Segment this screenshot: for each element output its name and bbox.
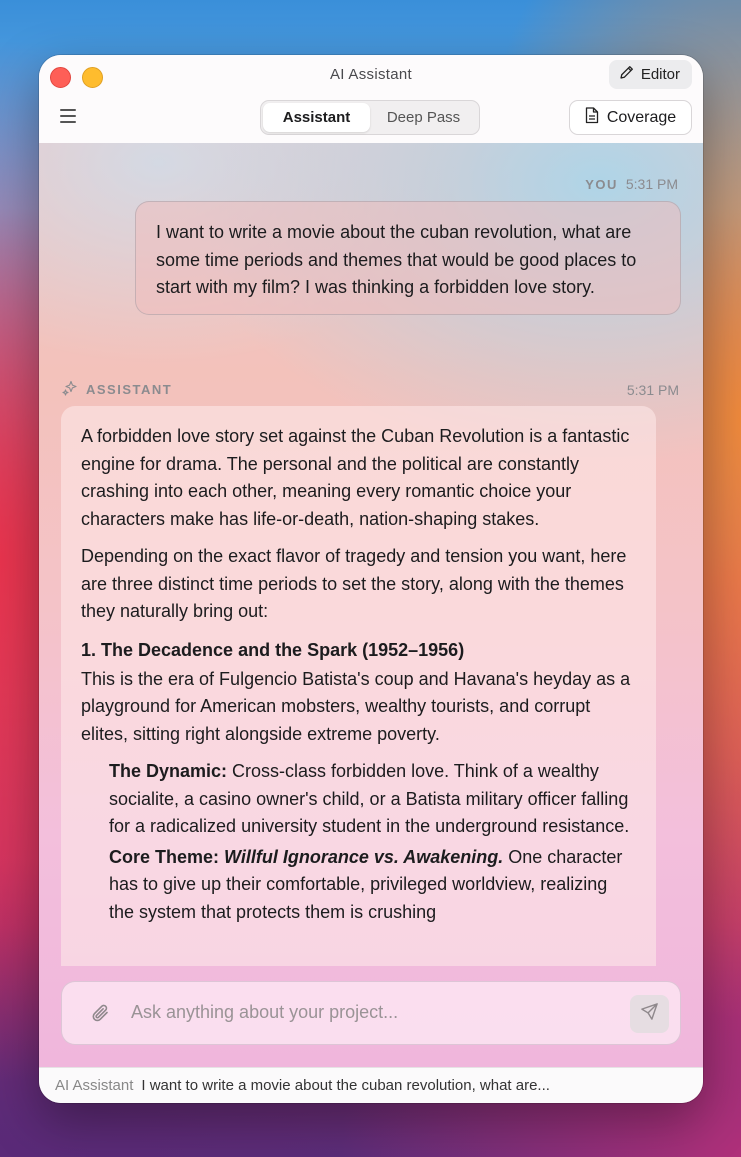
chat-area[interactable]	[39, 143, 703, 1067]
theme-title: Willful Ignorance vs. Awakening.	[224, 846, 504, 867]
tab-assistant[interactable]: Assistant	[263, 103, 370, 132]
dynamic-label: The Dynamic:	[109, 761, 228, 781]
assistant-message-bubble	[61, 406, 656, 966]
dynamic-text: Cross-class forbidden love. Think of a wealthy socialite, a casino owner's child, or a Batista military officer falling for a radicalized university student in the underground resistance.	[109, 761, 630, 836]
mode-segmented-control	[260, 100, 480, 135]
assistant-message-time: 5:31 PM	[626, 381, 679, 398]
send-button[interactable]	[630, 995, 669, 1033]
status-app-name: AI Assistant	[55, 1077, 134, 1094]
assistant-paragraph: A forbidden love story set against the Cuban Revolution is a fantastic engine for drama. The personal and the political are constantly crashing into each other, meaning every romantic choice your characters make has life-or-death, nation-shaping stakes.	[81, 426, 630, 529]
editor-button-label: Editor	[640, 66, 680, 83]
coverage-button[interactable]	[569, 100, 692, 135]
sparkles-icon	[62, 380, 78, 399]
menu-icon[interactable]	[60, 109, 76, 123]
user-message-meta	[585, 176, 678, 192]
window-title: AI Assistant	[330, 66, 412, 83]
user-message-bubble: I want to write a movie about the cuban revolution, what are some time periods and themes that would be good places to start with my film? I was thinking a forbidden love story.	[135, 201, 681, 315]
theme-item	[109, 844, 636, 927]
pencil-icon	[619, 65, 634, 84]
user-sender-label: YOU	[585, 177, 618, 192]
coverage-button-label: Coverage	[606, 108, 677, 126]
assistant-message-meta	[62, 380, 679, 399]
tab-deep-pass[interactable]: Deep Pass	[386, 109, 461, 126]
status-preview: I want to write a movie about the cuban revolution, what are...	[141, 1077, 550, 1094]
section-heading: 1. The Decadence and the Spark (1952–1956)	[81, 639, 465, 660]
app-window	[39, 55, 703, 1103]
message-input[interactable]: Ask anything about your project...	[131, 1002, 399, 1022]
section-details	[81, 758, 636, 926]
composer	[61, 981, 681, 1045]
editor-button[interactable]	[609, 60, 692, 89]
document-icon	[585, 107, 599, 129]
assistant-sender-label: ASSISTANT	[86, 382, 173, 397]
theme-label: Core Theme:	[109, 846, 225, 867]
send-icon	[640, 1002, 659, 1026]
assistant-paragraph: This is the era of Fulgencio Batista's coup and Havana's heyday as a playground for American mobsters, wealthy tourists, and corrupt elites, sitting right alongside extreme poverty.	[81, 668, 631, 744]
theme-text: One character has to give up their comfortable, privileged worldview, realizing the system that protects them is crushing	[109, 846, 623, 922]
status-bar	[39, 1067, 703, 1103]
user-message-time: 5:31 PM	[625, 176, 678, 192]
paperclip-icon[interactable]	[91, 1002, 111, 1029]
title-bar	[39, 55, 703, 144]
assistant-paragraph: Depending on the exact flavor of tragedy and tension you want, here are three distinct time periods to set the story, along with the themes they naturally bring out:	[81, 546, 627, 621]
dynamic-item	[109, 758, 636, 841]
